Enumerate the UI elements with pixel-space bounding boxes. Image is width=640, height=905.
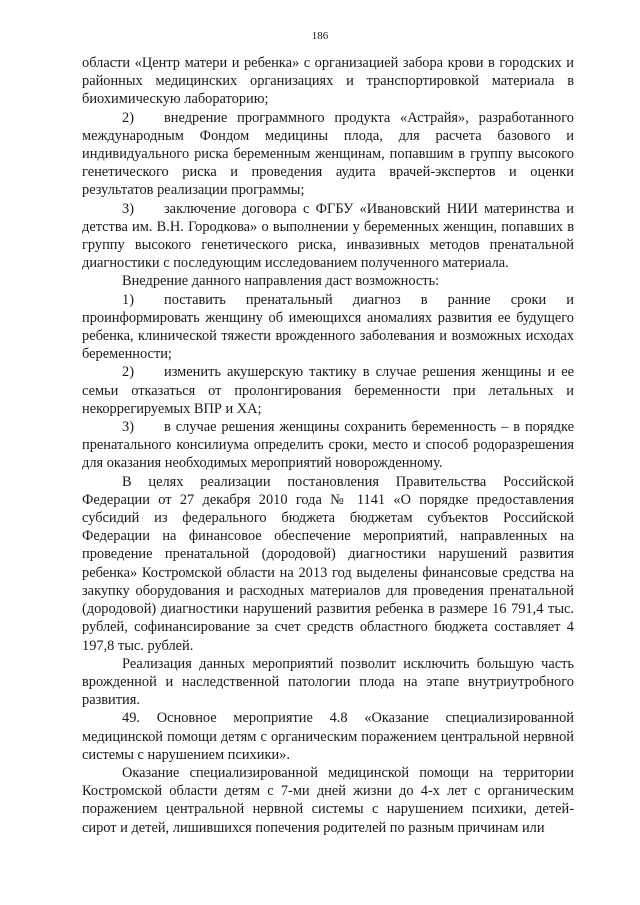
- list-item-number: 3): [122, 419, 134, 436]
- list-item: [82, 418, 574, 473]
- paragraph: Внедрение данного направления даст возможность:: [122, 273, 440, 290]
- page-body: [82, 54, 574, 837]
- list-item: [82, 291, 574, 364]
- list-item-number: 2): [122, 364, 134, 381]
- paragraph: Оказание специализированной медицинской помощи на территории Костромской области детям с 7-ми дней жизни до 4-х лет с органическим поражением центральной нервной системы с нарушением психики, детей-сирот и детей, лишившихся попечения родителей по разным причинам или: [82, 764, 574, 836]
- paragraph: области «Центр матери и ребенка» с организацией забора крови в городских и районных медицинских организациях и транспортировкой материала в биохимическую лабораторию;: [82, 55, 574, 108]
- list-item-number: 3): [122, 200, 134, 217]
- list-item-text: в случае решения женщины сохранить беременность – в порядке пренатального консилиума определить сроки, место и способ родоразрешения для оказания необходимых мероприятий новорожденному.: [82, 419, 574, 472]
- list-item-number: 2): [122, 109, 134, 126]
- list-item: [82, 200, 574, 273]
- list-item: [82, 109, 574, 200]
- list-item-text: поставить пренатальный диагноз в ранние сроки и проинформировать женщину об имеющихся аномалиях развития ее будущего ребенка, клинической тяжести врожденного заболевания и возможных исходах беременности;: [82, 291, 574, 363]
- list-item-text: заключение договора с ФГБУ «Ивановский НИИ материнства и детства им. В.Н. Городкова» о выполнении у беременных женщин, попавших в группу высокого генетического риска, инвазивных методов пренатальной диагностики с последующим исследованием полученного материала.: [82, 200, 574, 272]
- section-heading: 49. Основное мероприятие 4.8 «Оказание специализированной медицинской помощи детям с органическим поражением центральной нервной системы с нарушением психики».: [82, 710, 574, 763]
- paragraph: Реализация данных мероприятий позволит исключить большую часть врожденной и наследственной патологии плода на этапе внутриутробного развития.: [82, 655, 574, 709]
- page-number: 186: [311, 30, 329, 42]
- list-item-number: 1): [122, 291, 134, 308]
- list-item: [82, 363, 574, 418]
- list-item-text: изменить акушерскую тактику в случае решения женщины и ее семьи отказаться от пролонгирования беременности при летальных и некоррегируемых ВПР и ХА;: [82, 364, 574, 417]
- paragraph: В целях реализации постановления Правительства Российской Федерации от 27 декабря 2010 года № 1141 «О порядке предоставления субсидий из федерального бюджета бюджетам субъектов Российской Федерации на финансовое обеспечение мероприятий, направленных на проведение пренатальной (дородовой) диагностики нарушений развития ребенка» Костромской области на 2013 год выделены финансовые средства на закупку оборудования и расходных материалов для проведения пренатальной (дородовой) диагностики нарушений развития ребенка в размере 16 791,4 тыс. рублей, софинансирование за счет средств областного бюджета составляет 4 197,8 тыс. рублей.: [82, 473, 574, 654]
- list-item-text: внедрение программного продукта «Астрайя», разработанного международным Фондом медицины плода, для расчета базового и индивидуального риска беременным женщинам, попавшим в группу высокого генетического риска и проведения аудита врачей-экспертов и оценки результатов реализации программы;: [82, 109, 574, 199]
